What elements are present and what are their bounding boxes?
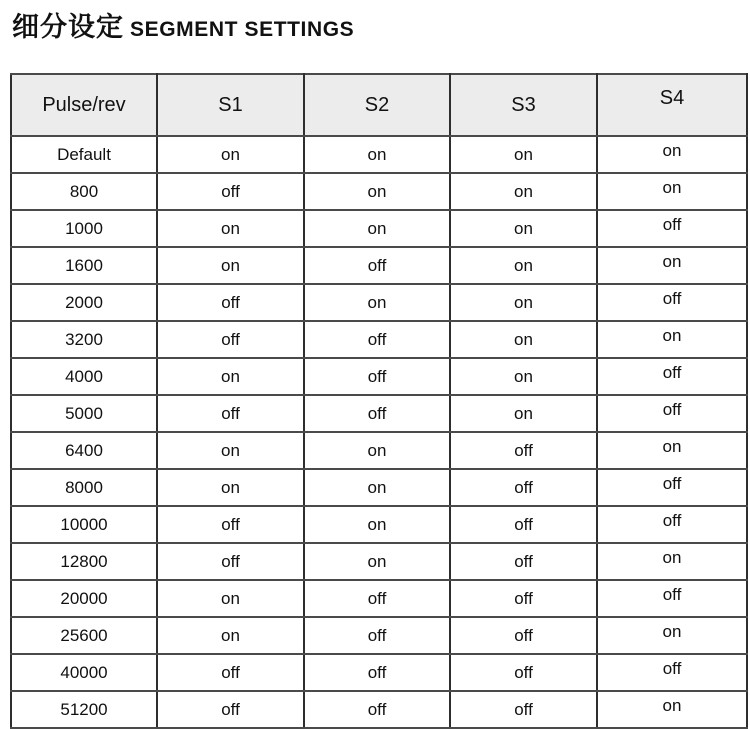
pulse-rev-cell: 10000 (11, 506, 157, 543)
switch-state-cell: off (304, 358, 450, 395)
switch-state-cell: off (157, 543, 304, 580)
pulse-rev-cell: 3200 (11, 321, 157, 358)
column-header-s3: S3 (450, 74, 597, 136)
table-row (11, 247, 747, 284)
switch-state-cell: off (157, 321, 304, 358)
switch-state-cell: on (304, 506, 450, 543)
pulse-rev-cell: 6400 (11, 432, 157, 469)
switch-state-cell: off (304, 654, 450, 691)
switch-state-cell: off (450, 543, 597, 580)
page-title-english: SEGMENT SETTINGS (130, 18, 355, 41)
switch-state-cell: on (304, 210, 450, 247)
table-row (11, 321, 747, 358)
switch-state-cell: on (157, 469, 304, 506)
switch-state-cell: on (597, 543, 747, 580)
column-header-pulse-rev: Pulse/rev (11, 74, 157, 136)
table-row (11, 691, 747, 728)
table-row (11, 617, 747, 654)
column-header-s2: S2 (304, 74, 450, 136)
table-row (11, 284, 747, 321)
switch-state-cell: off (597, 284, 747, 321)
switch-state-cell: on (597, 691, 747, 728)
switch-state-cell: on (450, 284, 597, 321)
switch-state-cell: off (304, 580, 450, 617)
switch-state-cell: off (450, 469, 597, 506)
table-row (11, 395, 747, 432)
pulse-rev-cell: 1000 (11, 210, 157, 247)
switch-state-cell: off (157, 284, 304, 321)
switch-state-cell: on (304, 469, 450, 506)
pulse-rev-cell: 5000 (11, 395, 157, 432)
switch-state-cell: off (450, 654, 597, 691)
pulse-rev-cell: 4000 (11, 358, 157, 395)
switch-state-cell: off (597, 210, 747, 247)
switch-state-cell: off (304, 247, 450, 284)
pulse-rev-cell: 2000 (11, 284, 157, 321)
table-row (11, 469, 747, 506)
switch-state-cell: off (157, 654, 304, 691)
pulse-rev-cell: 8000 (11, 469, 157, 506)
switch-state-cell: off (304, 321, 450, 358)
pulse-rev-cell: 20000 (11, 580, 157, 617)
pulse-rev-cell: Default (11, 136, 157, 173)
table-row (11, 210, 747, 247)
switch-state-cell: off (597, 358, 747, 395)
column-header-s4: S4 (597, 74, 747, 136)
switch-state-cell: off (597, 506, 747, 543)
switch-state-cell: on (304, 543, 450, 580)
switch-state-cell: off (450, 691, 597, 728)
switch-state-cell: on (304, 136, 450, 173)
switch-state-cell: on (597, 432, 747, 469)
switch-state-cell: on (157, 210, 304, 247)
switch-state-cell: on (157, 247, 304, 284)
switch-state-cell: off (597, 580, 747, 617)
table-row (11, 432, 747, 469)
page-title-chinese: 细分设定 (12, 12, 124, 42)
switch-state-cell: off (304, 691, 450, 728)
table-header-row (11, 74, 747, 136)
switch-state-cell: on (157, 580, 304, 617)
switch-state-cell: off (450, 580, 597, 617)
switch-state-cell: on (597, 173, 747, 210)
switch-state-cell: off (450, 432, 597, 469)
table-row (11, 543, 747, 580)
switch-state-cell: off (597, 469, 747, 506)
table-row (11, 173, 747, 210)
switch-state-cell: on (597, 321, 747, 358)
switch-state-cell: off (157, 395, 304, 432)
switch-state-cell: off (157, 691, 304, 728)
table-header (11, 74, 747, 136)
switch-state-cell: off (304, 617, 450, 654)
switch-state-cell: off (597, 654, 747, 691)
switch-state-cell: on (450, 136, 597, 173)
switch-state-cell: on (450, 321, 597, 358)
pulse-rev-cell: 800 (11, 173, 157, 210)
switch-state-cell: on (157, 617, 304, 654)
pulse-rev-cell: 25600 (11, 617, 157, 654)
table-row (11, 580, 747, 617)
table-row (11, 654, 747, 691)
table-row (11, 136, 747, 173)
table-row (11, 358, 747, 395)
pulse-rev-cell: 12800 (11, 543, 157, 580)
page-title (12, 8, 750, 47)
switch-state-cell: off (157, 173, 304, 210)
switch-state-cell: off (157, 506, 304, 543)
segment-table-body (11, 136, 747, 728)
switch-state-cell: on (597, 136, 747, 173)
switch-state-cell: on (450, 358, 597, 395)
document-page (0, 8, 750, 719)
column-header-s1: S1 (157, 74, 304, 136)
pulse-rev-cell: 51200 (11, 691, 157, 728)
switch-state-cell: on (450, 247, 597, 284)
switch-state-cell: on (597, 247, 747, 284)
switch-state-cell: on (157, 432, 304, 469)
pulse-rev-cell: 1600 (11, 247, 157, 284)
switch-state-cell: on (597, 617, 747, 654)
switch-state-cell: off (450, 617, 597, 654)
switch-state-cell: on (304, 284, 450, 321)
switch-state-cell: off (304, 395, 450, 432)
switch-state-cell: on (157, 136, 304, 173)
switch-state-cell: off (450, 506, 597, 543)
switch-state-cell: on (450, 173, 597, 210)
switch-state-cell: on (304, 173, 450, 210)
switch-state-cell: on (157, 358, 304, 395)
table-row (11, 506, 747, 543)
switch-state-cell: off (597, 395, 747, 432)
switch-state-cell: on (450, 395, 597, 432)
switch-state-cell: on (450, 210, 597, 247)
switch-state-cell: on (304, 432, 450, 469)
pulse-rev-cell: 40000 (11, 654, 157, 691)
segment-settings-table (10, 73, 748, 729)
